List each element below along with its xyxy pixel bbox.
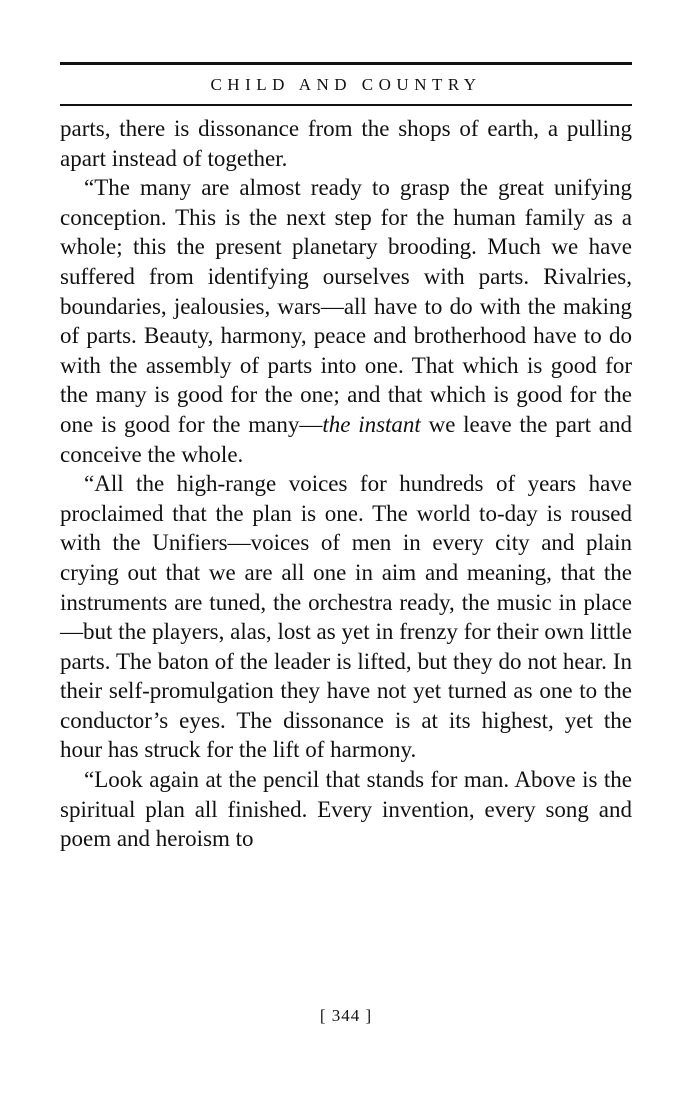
paragraph-text: “All the high-range voices for hundreds of years have proclaimed that the plan is one. The world to-day is roused with the Unifiers—voices of men in every city and plain crying out that we are all one in aim and meaning, that the instruments are tuned, the orchestra ready, the music in place—but the players, alas, lost as yet in frenzy for their own little parts. The baton of the leader is lifted, but they do not hear. In their self-promulgation they have not yet turned as one to the conductor’s eyes. The dissonance is at its highest, yet the hour has struck for the lift of harmony. [60, 471, 632, 763]
page-number: [ 344 ] [319, 1006, 373, 1025]
paragraph-1 [60, 114, 632, 173]
book-page [60, 62, 632, 1025]
paragraph-text: we leave the part and conceive the whole. [60, 411, 632, 467]
header-rule-bottom [60, 104, 632, 106]
paragraph-2 [60, 173, 632, 469]
paragraph-3 [60, 469, 632, 765]
body-text [60, 114, 632, 854]
italic-emphasis: the instant [322, 411, 421, 437]
paragraph-text: “Look again at the pencil that stands for man. Above is the spiritual plan all finished. Every invention, every song and poem and heroism to [60, 767, 632, 852]
paragraph-4 [60, 765, 632, 854]
paragraph-text: parts, there is dissonance from the shops of earth, a pulling apart instead of together. [60, 116, 632, 171]
running-head: CHILD AND COUNTRY [210, 75, 482, 94]
paragraph-text: “The many are almost ready to grasp the great unifying conception. This is the next step for the human family as a whole; this the present planetary brooding. Much we have suffered from identifying ourselves with parts. Rivalries, boundaries, jealousies, wars—all have to do with the making of parts. Beauty, harmony, peace and brotherhood have to do with the assembly of parts into one. That which is good for the many is good for the one; and that which is good for the one is good for the many— [60, 175, 632, 437]
header-rule-top [60, 62, 632, 65]
